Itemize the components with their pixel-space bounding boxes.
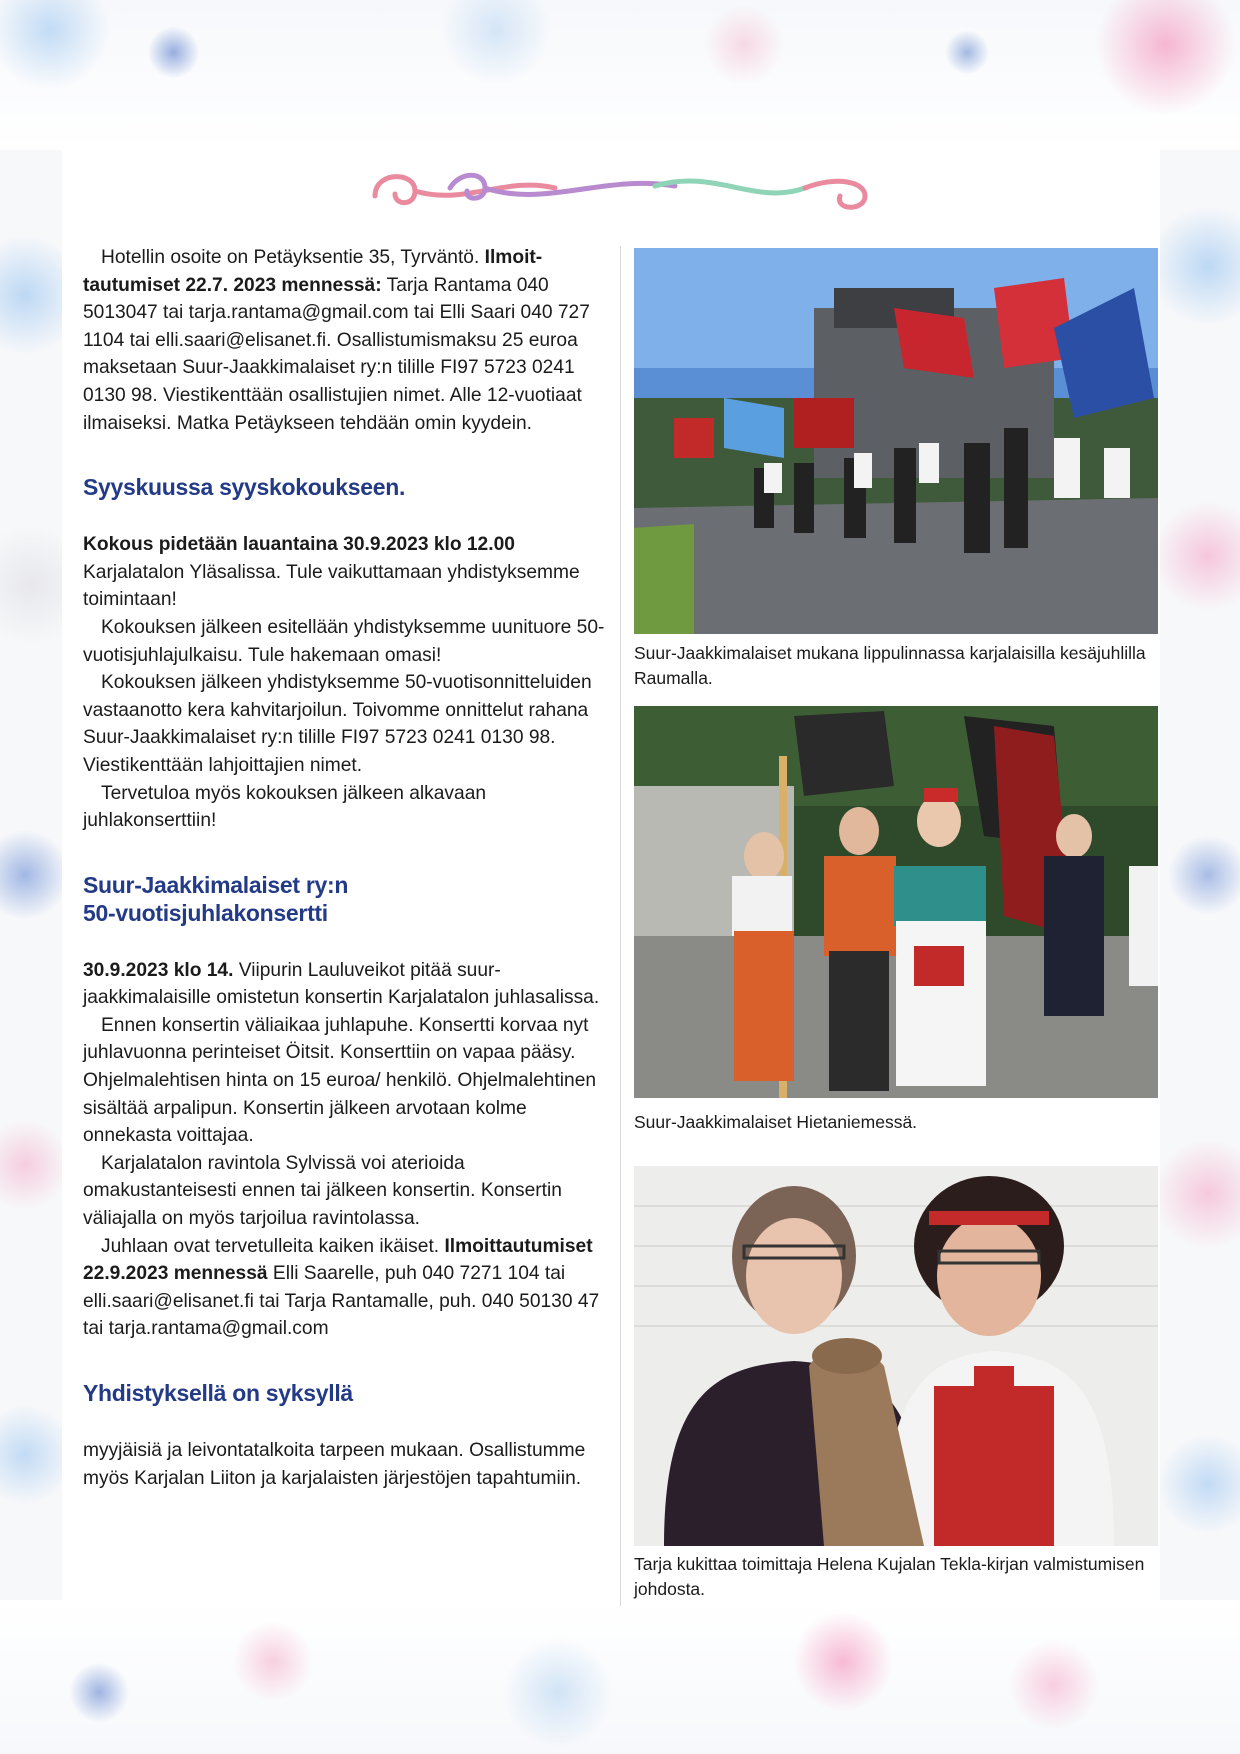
heading-syyskokous: Syyskuussa syyskokoukseen. (83, 474, 406, 501)
photo-flag-parade (634, 248, 1158, 634)
konsertti-paragraph-2: Ennen konsertin väliaikaa juhlapuhe. Konsertti korvaa nyt juhlavuonna perinteiset Öitsit. Konserttiin on vapaa pääsy. Ohjelmalehtisen hinta on 15 euroa/ henkilö. Ohjelmalehtinen sisältää arpalipun. Konsertin jälkeen arvotaan kolme onnekasta voittajaa. (83, 1014, 597, 1147)
syyskokous-paragraph-3: Kokouksen jälkeen yhdistyksemme 50-vuotisonnitteluiden vastaanotto kera kahvitarjoilun. Toivomme onnittelut rahana Suur-Jaakkimalaiset ry:n tilille FI97 5723 0241 0130 98. Viestikenttään lahjoittajien nimet. (83, 672, 592, 776)
syksy-paragraph: myyjäisiä ja leivontatalkoita tarpeen mukaan. Osallistumme myös Karjalan Liiton ja karjalaisten järjestöjen tapahtumiin. (83, 1440, 586, 1489)
konsertti-paragraph-3: Karjalatalon ravintola Sylvissä voi aterioida omakustanteisesti ennen tai jälkeen konsertin. Konsertin väliajalla on myös tarjoilua ravintolassa. (83, 1152, 562, 1230)
konsertti-paragraph-4: Juhlaan ovat tervetulleita kaiken ikäiset. Ilmoittautumiset 22.9.2023 mennessä Elli Saarelle, puh 040 7271 104 tai elli.saari@elisanet.fi tai Tarja Rantamalle, puh. 040 50130 47 tai tarja.rantama@gmail.com (83, 1235, 600, 1340)
floral-border-right (1160, 150, 1240, 1600)
heading-syksy: Yhdistyksellä on syksyllä (83, 1380, 353, 1406)
konsertti-lead: 30.9.2023 klo 14. Viipurin Lauluveikot pitää suur-jaakkimalaisille omistetun konsertin Karjalatalon juhlasalissa. (83, 959, 600, 1009)
floral-border-left (0, 150, 62, 1600)
photo-tekla-book-gift (634, 1166, 1158, 1546)
heading-juhlakonsertti: Suur-Jaakkimalaiset ry:n 50-vuotisjuhlakonsertti (83, 871, 349, 926)
article-left-column (83, 244, 605, 1492)
column-divider (620, 246, 621, 1606)
floral-border-bottom (0, 1600, 1240, 1754)
floral-border-top (0, 0, 1240, 150)
caption-photo-1: Suur-Jaakkimalaiset mukana lippulinnassa karjalaisilla kesäjuhlilla Raumalla. (634, 643, 1146, 688)
caption-photo-3: Tarja kukittaa toimittaja Helena Kujalan Tekla-kirjan valmistumisen johdosta. (634, 1554, 1145, 1599)
syyskokous-paragraph-4: Tervetuloa myös kokouksen jälkeen alkavaan juhlakonserttiin! (83, 782, 487, 832)
syyskokous-lead: Kokous pidetään lauantaina 30.9.2023 klo 12.00 Karjalatalon Yläsalissa. Tule vaikuttamaan yhdistyksemme toimintaan! (83, 534, 580, 611)
syyskokous-paragraph-2: Kokouksen jälkeen esitellään yhdistyksemme uunituore 50-vuotisjuhlajulkaisu. Tule hakemaan omasi! (83, 616, 605, 666)
caption-photo-2: Suur-Jaakkimalaiset Hietaniemessä. (634, 1112, 918, 1132)
intro-paragraph: Hotellin osoite on Petäyksentie 35, Tyrväntö. Ilmoit-tautumiset 22.7. 2023 mennessä: Tarja Rantama 040 5013047 tai tarja.rantama@gmail.com tai Elli Saari 040 727 1104 tai elli.saari@elisanet.fi. Osallistumismaksu 25 euroa maksetaan Suur-Jaakkimalaiset ry:n tilille FI97 5723 0241 0130 98. Viestikenttään osallistujien nimet. Alle 12-vuotiaat ilmaiseksi. Matka Petäykseen tehdään omin kyydein. (83, 247, 590, 434)
photo-hietaniemi-group (634, 706, 1158, 1098)
decorative-swirl-ornament (355, 166, 885, 216)
